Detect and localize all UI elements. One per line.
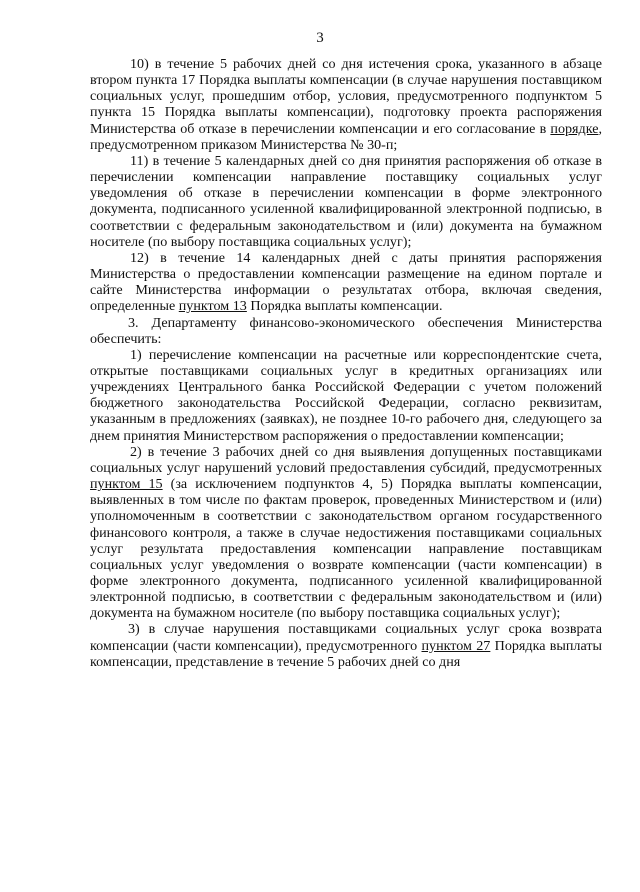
page-number: 3 [316,30,324,46]
paragraph-subitem-1: 1) перечисление компенсации на расчетные или корреспондентские счета, открытые поставщиками социальных услуг в кредитных организациях или учреждениях Центрального банка Российской Федерации с учетом положений бюджетного законодательства Российской Федерации, согласно реквизитам, указанным в предложениях (заявках), не позднее 10-го рабочего дня, следующего за днем принятия Министерством распоряжения о предоставлении компенсации; [90,346,602,444]
paragraph-item-12 [90,250,602,315]
paragraph-item-10 [90,56,602,153]
paragraph-text: (за исключением подпунктов 4, 5) Порядка выплаты компенсации, выявленных в том числе по фактам проверок, проведенных Министерством и (или) уполномоченным в соответствии с законодательством органом государственного финансового контроля, а также в случае недостижения поставщиками социальных услуг результата предоставления компенсации направление поставщикам социальных услуг уведомления о возврате компенсации (части компенсации) в форме электронного документа, подписанного усиленной квалифицированной электронной подписью, в соответствии с федеральным законодательством и (или) документа на бумажном носителе (по выбору поставщика социальных услуг); [90,476,602,622]
paragraph-text: 2) в течение 3 рабочих дней со дня выявления допущенных поставщиками социальных услуг нарушений условий предоставления субсидий, предусмотренных [90,443,602,476]
paragraph-text: 10) в течение 5 рабочих дней со дня истечения срока, указанного в абзаце втором пункта 17 Порядка выплаты компенсации (в случае нарушения поставщиком социальных услуг, прошедшим отбор, условия, предусмотренного подпунктом 5 пункта 15 Порядка выплаты компенсации), подготовку проекта распоряжения Министерства об отказе в перечислении компенсации и его согласование в [90,56,602,137]
link-punkt-15[interactable]: пунктом 15 [90,476,163,493]
document-body [90,56,602,670]
link-punkt-27[interactable]: пунктом 27 [421,637,491,654]
paragraph-item-11: 11) в течение 5 календарных дней со дня принятия распоряжения об отказе в перечислении компенсации направление поставщику социальных услуг уведомления об отказе в перечислении компенсации в форме электронного документа, подписанного усиленной квалифицированной электронной подписью, в соответствии с федеральным законодательством и (или) документа на бумажном носителе (по выбору поставщика социальных услуг); [90,152,602,250]
paragraph-subitem-2 [90,444,602,622]
paragraph-text: 3) в случае нарушения поставщиками социальных услуг срока возврата компенсации (части компенсации), предусмотренного [90,621,602,654]
paragraph-section-3: 3. Департаменту финансово-экономического обеспечения Министерства обеспечить: [90,314,602,347]
paragraph-text: 12) в течение 14 календарных дней с даты принятия распоряжения Министерства о предоставлении компенсации размещение на едином портале и сайте Министерства информации о результатах отбора, включая сведения, определенные [90,249,602,315]
paragraph-text: Порядка выплаты компенсации, представление в течение 5 рабочих дней со дня [90,637,602,670]
paragraph-text: , предусмотренном приказом Министерства № 30-п; [90,120,602,153]
paragraph-text: Порядка выплаты компенсации. [246,298,443,315]
paragraph-subitem-3 [90,621,602,669]
link-punkt-13[interactable]: пунктом 13 [178,298,247,315]
link-poryadke[interactable]: порядке [550,120,599,137]
